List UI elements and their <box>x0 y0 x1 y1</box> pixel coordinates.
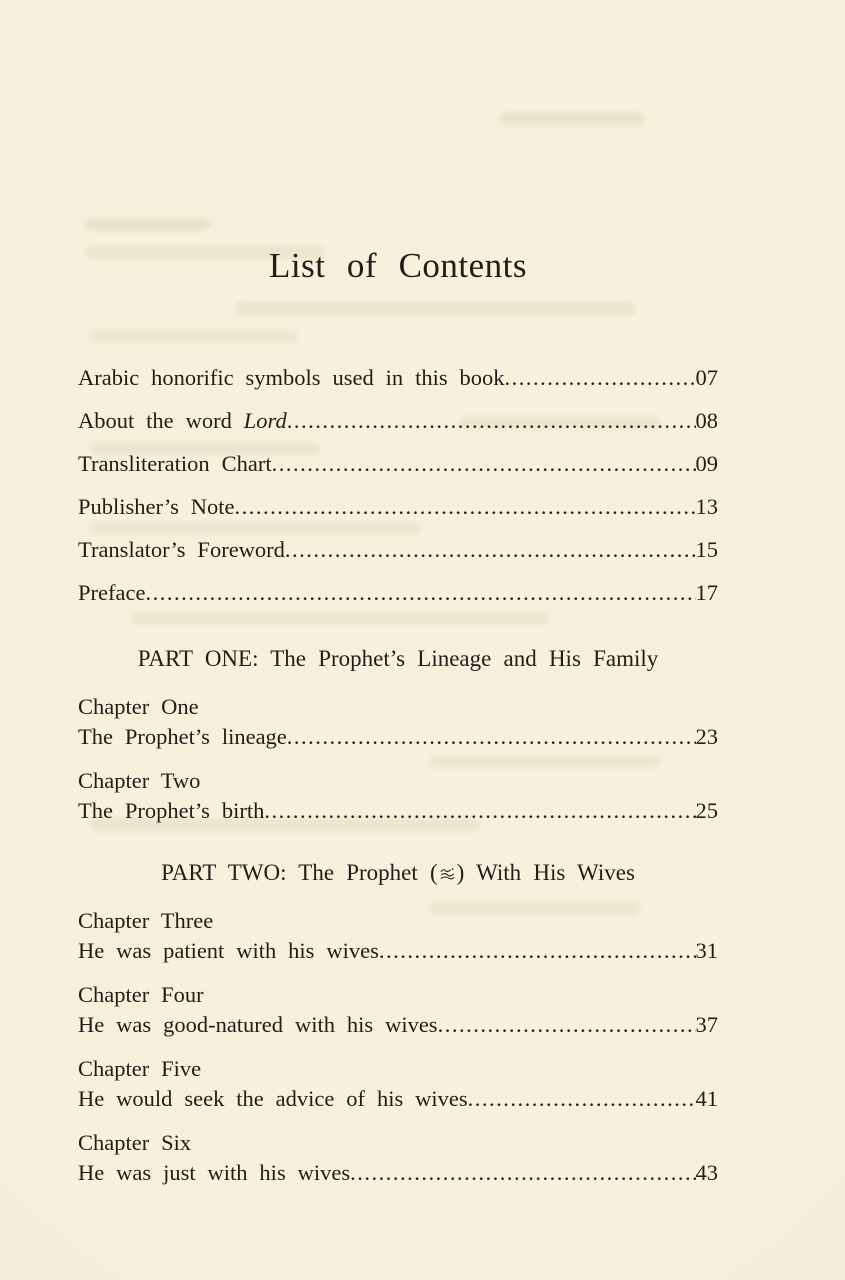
chapter-title: He was patient with his wives <box>78 938 379 963</box>
toc-entry-text: Preface <box>78 580 146 605</box>
page-number: 31 <box>695 938 718 963</box>
toc-entry-text: Publisher’s Note <box>78 494 235 519</box>
toc-entry <box>78 407 718 434</box>
toc-entry <box>78 493 718 520</box>
chapter-label: Chapter Six <box>78 1130 192 1155</box>
page-number: 07 <box>695 365 718 390</box>
page-title: List of Contents <box>268 246 528 285</box>
page-number: 08 <box>695 408 718 433</box>
chapter-entry <box>78 980 718 1040</box>
dot-leader <box>468 1084 696 1114</box>
dot-leader <box>145 579 695 606</box>
chapter-label: Chapter One <box>78 694 199 719</box>
chapter-title: He would seek the advice of his wives <box>78 1086 468 1111</box>
toc-entry-italic: Lord <box>243 408 287 433</box>
dot-leader <box>287 407 696 434</box>
toc-entry <box>78 364 718 391</box>
chapter-title: He was just with his wives <box>78 1160 351 1185</box>
toc-entry-label <box>78 536 285 563</box>
toc-entry-text: Transliteration Chart <box>78 451 272 476</box>
dot-leader <box>438 1010 696 1040</box>
toc-entry-label <box>78 364 505 391</box>
dot-leader <box>379 936 696 966</box>
toc-entry <box>78 579 718 606</box>
chapter-title: The Prophet’s lineage <box>78 724 287 749</box>
toc-content <box>78 0 718 1202</box>
page-number: 17 <box>695 580 718 605</box>
dot-leader <box>505 364 696 391</box>
page-number: 37 <box>695 1012 718 1037</box>
page-number: 25 <box>695 798 718 823</box>
part-two-heading-suffix: ) With His Wives <box>456 860 635 885</box>
chapter-label: Chapter Four <box>78 982 204 1007</box>
front-matter-list <box>78 364 718 606</box>
chapter-entry <box>78 692 718 752</box>
chapter-title-row <box>78 796 718 826</box>
page-number: 41 <box>695 1086 718 1111</box>
chapter-title-row <box>78 936 718 966</box>
dot-leader <box>264 796 695 826</box>
part-two-heading-prefix: PART TWO: The Prophet ( <box>161 860 438 885</box>
toc-entry-label <box>78 407 287 434</box>
toc-entry <box>78 450 718 477</box>
toc-entry-text: About the word <box>78 408 244 433</box>
dot-leader <box>350 1158 695 1188</box>
toc-entry-text: Arabic honorific symbols used in this book <box>78 365 505 390</box>
chapter-entry <box>78 1128 718 1188</box>
toc-entry-text: Translator’s Foreword <box>78 537 285 562</box>
toc-entry-label <box>78 450 272 477</box>
part-two-heading <box>78 858 718 888</box>
page-number: 23 <box>695 724 718 749</box>
toc-entry <box>78 536 718 563</box>
page-number: 43 <box>695 1160 718 1185</box>
chapter-entry <box>78 766 718 826</box>
chapter-label: Chapter Two <box>78 768 201 793</box>
chapter-title: The Prophet’s birth <box>78 798 265 823</box>
chapter-entry <box>78 1054 718 1114</box>
dot-leader <box>287 722 696 752</box>
chapter-label: Chapter Three <box>78 908 214 933</box>
chapter-title-row <box>78 1158 718 1188</box>
chapter-title-row <box>78 1084 718 1114</box>
toc-entry-label <box>78 579 145 606</box>
page-number: 13 <box>695 494 718 519</box>
dot-leader <box>285 536 696 563</box>
part-one-heading: PART ONE: The Prophet’s Lineage and His Family <box>137 646 659 671</box>
page-number: 15 <box>695 537 718 562</box>
page-number: 09 <box>695 451 718 476</box>
dot-leader <box>272 450 696 477</box>
sallallahu-alayhi-wasallam-icon <box>439 866 456 882</box>
chapter-entry <box>78 906 718 966</box>
chapter-title-row <box>78 1010 718 1040</box>
chapter-title-row <box>78 722 718 752</box>
chapter-title: He was good-natured with his wives <box>78 1012 438 1037</box>
chapter-label: Chapter Five <box>78 1056 202 1081</box>
dot-leader <box>235 493 696 520</box>
toc-entry-label <box>78 493 235 520</box>
